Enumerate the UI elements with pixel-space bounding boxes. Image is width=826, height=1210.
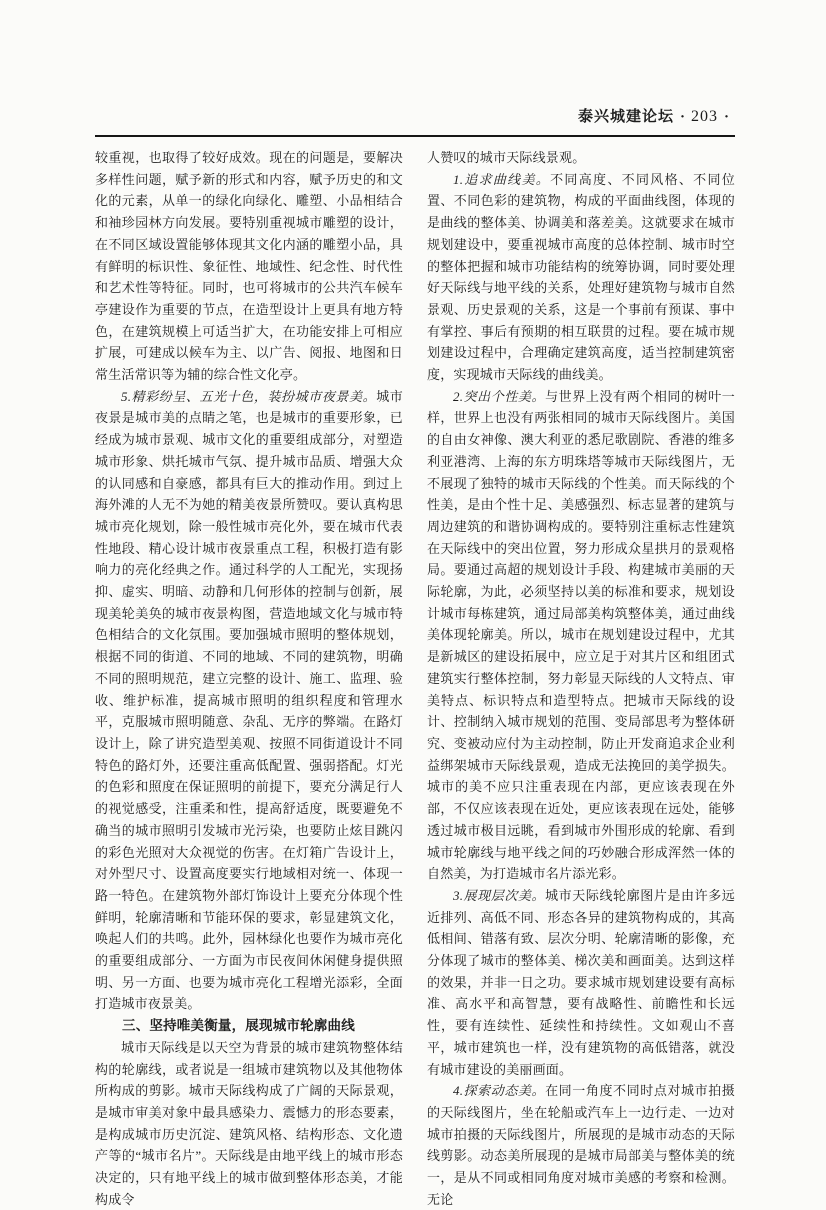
paragraph-lead: 5.精彩纷呈、五光十色，装扮城市夜景美。 xyxy=(121,388,377,404)
page-header xyxy=(95,106,735,128)
paragraph: 1.追求曲线美。不同高度、不同风格、不同位置、不同色彩的建筑物，构成的平面曲线图，体现的是曲线的整体美、协调美和落差美。这就要求在城市规划建设中，要重视城市高度的总体控制、城市时空的整体把握和城市功能结构的统筹协调，同时要处理好天际线与地平线的关系，处理好建筑物与城市自然景观、历史景观的关系，这是一个事前有预谋、事中有掌控、事后有预期的相互联贯的过程。要在城市规划建设过程中，合理确定建筑高度，适当控制建筑密度，实现城市天际线的曲线美。 xyxy=(427,171,735,383)
header-rule xyxy=(95,135,735,137)
article-body xyxy=(95,147,735,1210)
separator-dot: · xyxy=(679,109,685,125)
paragraph-lead: 2.突出个性美。 xyxy=(453,388,546,404)
paragraph: 较重视，也取得了较好成效。现在的问题是，要解决多样性问题，赋予新的形式和内容，赋予历史的和文化的元素，从单一的绿化向绿化、雕塑、小品相结合和袖珍园林方向发展。要特别重视城市雕塑的设计，在不同区域设置能够体现其文化内涵的雕塑小品，具有鲜明的标识性、象征性、地域性、纪念性、时代性和艺术性等特征。同时，也可将城市的公共汽车候车亭建设作为重要的节点，在造型设计上更具有地方特色，在建筑规模上可适当扩大，在功能安排上可相应扩展，可建成以候车为主、以广告、阅报、地图和日常生活常识等为辅的综合性文化亭。 xyxy=(95,150,403,383)
separator-dot: · xyxy=(723,109,729,125)
paragraph-lead: 4.探索动态美。 xyxy=(453,1083,546,1099)
left-column xyxy=(95,147,403,1210)
paragraph: 2.突出个性美。与世界上没有两个相同的树叶一样，世界上也没有两张相同的城市天际线图片。美国的自由女神像、澳大利亚的悉尼歌剧院、香港的维多利亚港湾、上海的东方明珠塔等城市天际线图片，无不展现了独特的城市天际线的个性美。而天际线的个性美，是由个性十足、美感强烈、标志显著的建筑与周边建筑的和谐协调构成的。要特别注重标志性建筑在天际线中的突出位置，努力形成众星拱月的景观格局。要通过高超的规划设计手段、构建城市美丽的天际轮廓，为此，必须坚持以美的标准和要求，规划设计城市每栋建筑，通过局部美构筑整体美，通过曲线美体现轮廓美。所以，城市在规划建设过程中，尤其是新城区的建设拓展中，应立足于对其片区和组团式建筑实行整体控制，努力彰显天际线的人文特点、审美特点、标识特点和造型特点。把城市天际线的设计、控制纳入城市规划的范围、变局部思考为整体研究、变被动应付为主动控制，防止开发商追求企业利益绑架城市天际线景观，造成无法挽回的美学损失。城市的美不应只注重表现在内部，更应该表现在外部，不仅应该表现在近处，更应该表现在远处，能够透过城市极目远眺，看到城市外围形成的轮廓、看到城市轮廓线与地平线之间的巧妙融合形成浑然一体的自然美，为打造城市名片添光彩。 xyxy=(427,388,735,882)
paragraph: 5.精彩纷呈、五光十色，装扮城市夜景美。城市夜景是城市美的点睛之笔，也是城市的重要形象，已经成为城市景观、城市文化的重要组成部分，对塑造城市形象、烘托城市气氛、提升城市品质、增强大众的认同感和自豪感，都具有巨大的推动作用。到过上海外滩的人无不为她的精美夜景所赞叹。要认真构思城市亮化规划，除一般性城市亮化外，要在城市代表性地段、精心设计城市夜景重点工程，积极打造有影响力的亮化经典之作。通过科学的人工配光，实现扬抑、虚实、明暗、动静和几何形体的控制与创新，展现美轮美奂的城市夜景构图，营造地域文化与城市特色相结合的文化氛围。要加强城市照明的整体规划，根据不同的街道、不同的地域、不同的建筑物，明确不同的照明规范，建立完整的设计、施工、监理、验收、维护标准，提高城市照明的组织程度和管理水平，克服城市照明随意、杂乱、无序的弊端。在路灯设计上，除了讲究造型美观、按照不同街道设计不同特色的路灯外，还要注重高低配置、强弱搭配。灯光的色彩和照度在保证照明的前提下，要充分满足行人的视觉感受，注重柔和性，提高舒适度，既要避免不确当的城市照明引发城市光污染，也要防止炫目跳闪的彩色光照对大众视觉的伤害。在灯箱广告设计上，对外型尺寸、设置高度要实行地域相对统一、体现一路一特色。在建筑物外部灯饰设计上要充分体现个性鲜明，轮廓清晰和节能环保的要求，彰显建筑文化，唤起人们的共鸣。此外，园林绿化也要作为城市亮化的重要组成部分、一方面为市民夜间休闲健身提供照明、另一方面、也要为城市亮化工程增光添彩，全面打造城市夜景美。 xyxy=(95,388,403,1012)
journal-title: 泰兴城建论坛 xyxy=(577,109,674,125)
section-heading: 三、坚持唯美衡量，展现城市轮廓曲线 xyxy=(122,1018,355,1034)
paragraph: 人赞叹的城市天际线景观。 xyxy=(427,150,586,165)
paragraph: 3.展现层次美。城市天际线轮廓图片是由许多远近排列、高低不同、形态各异的建筑物构成的，其高低相间、错落有致、层次分明、轮廓清晰的影像，充分体现了城市的整体美、梯次美和画面美。达到这样的效果，并非一日之功。要求城市规划建设要有高标准、高水平和高智慧，要有战略性、前瞻性和长远性，要有连续性、延续性和持续性。文如观山不喜平，城市建筑也一样，没有建筑物的高低错落，就没有城市建设的美丽画面。 xyxy=(427,887,735,1077)
paragraph-lead: 1.追求曲线美。 xyxy=(453,171,551,187)
right-column xyxy=(427,147,735,1210)
paragraph: 4.探索动态美。在同一角度不同时点对城市拍摄的天际线图片，坐在轮船或汽车上一边行走、一边对城市拍摄的天际线图片，所展现的是城市动态的天际线剪影。动态美所展现的是城市局部美与整体美的统一，是从不同或相同角度对城市美感的考察和检测。无论 xyxy=(427,1083,735,1207)
page-number: 203 xyxy=(690,108,718,125)
paragraph: 城市天际线是以天空为背景的城市建筑物整体结构的轮廓线，或者说是一组城市建筑物以及其他物体所构成的剪影。城市天际线构成了广阔的天际景观，是城市审美对象中最具感染力、震憾力的形态要素，是构成城市历史沉淀、建筑风格、结构形态、文化遗产等的“城市名片”。天际线是由地平线上的城市形态决定的，只有地平线上的城市做到整体形态美，才能构成令 xyxy=(95,1039,403,1207)
paragraph-lead: 3.展现层次美。 xyxy=(453,887,546,903)
